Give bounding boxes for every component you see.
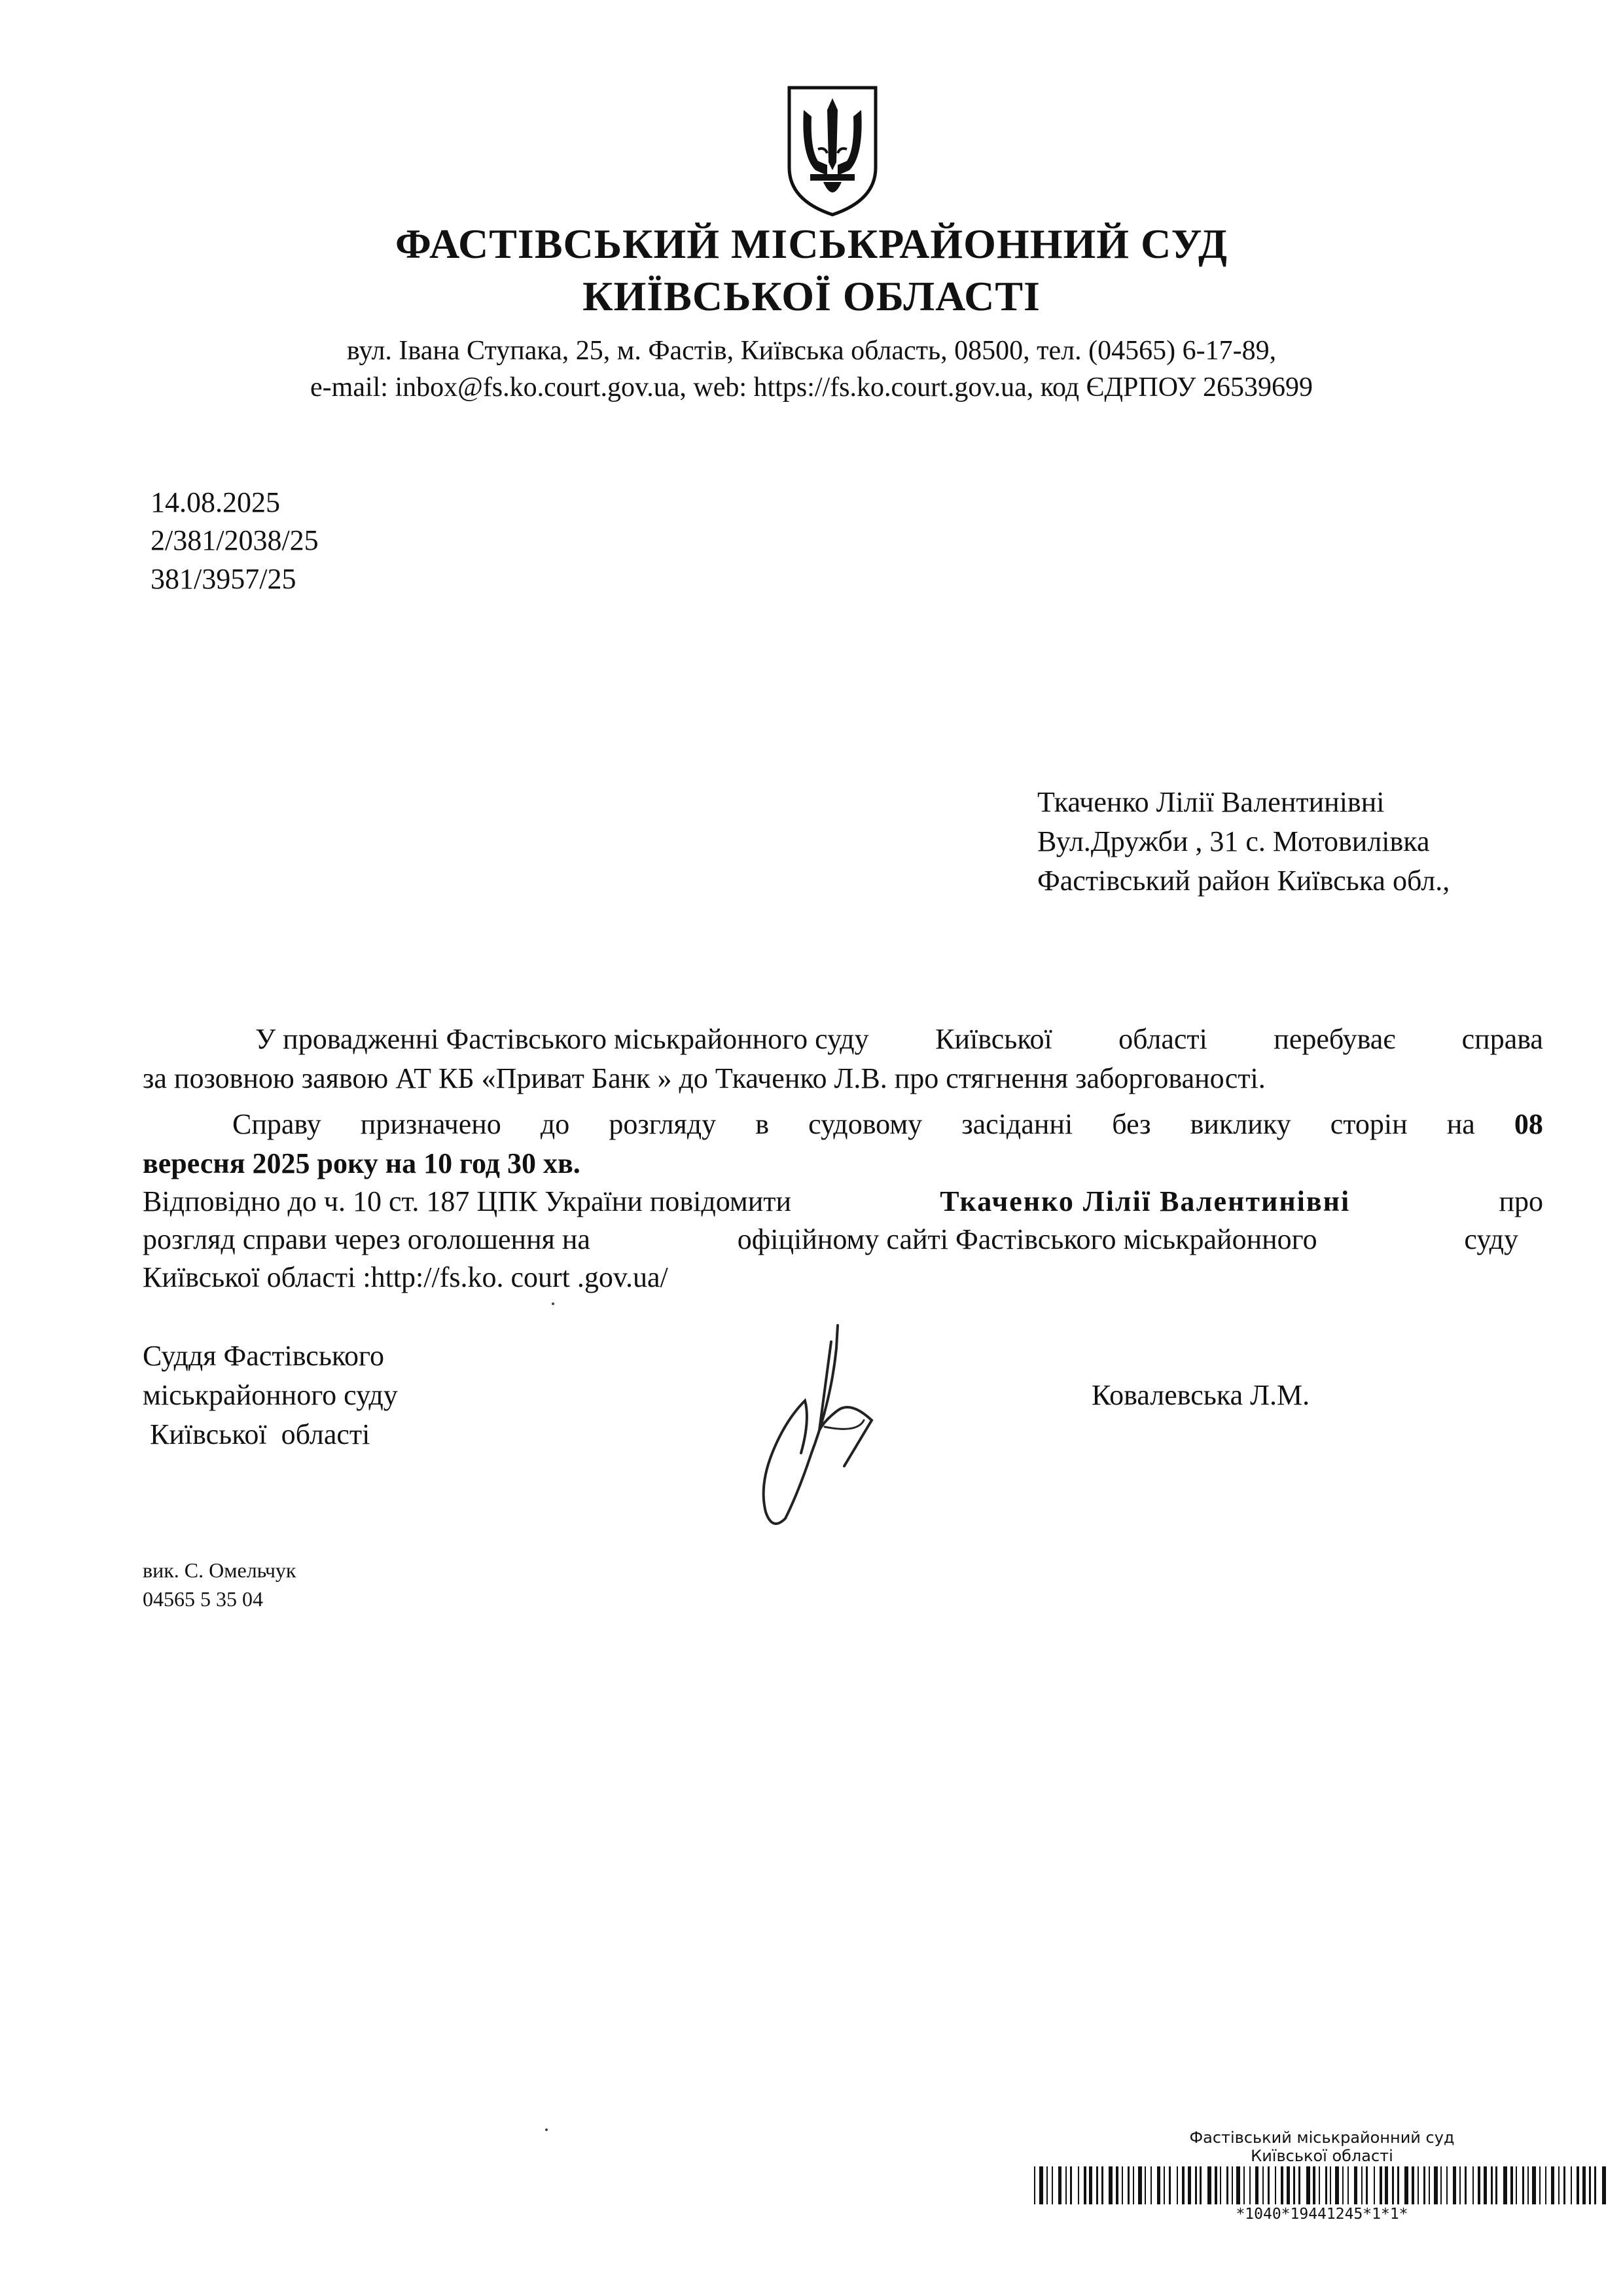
barcode-bar	[1195, 2166, 1197, 2204]
barcode-bar	[1232, 2166, 1233, 2204]
barcode-bar	[1096, 2166, 1098, 2204]
hearing-datetime: вересня 2025 року на 10 год 30 хв.	[143, 1147, 580, 1179]
barcode-bar	[1089, 2166, 1092, 2204]
word: призначено	[360, 1108, 501, 1140]
barcode-bar	[1577, 2166, 1579, 2204]
barcode-bar	[1465, 2166, 1467, 2204]
word: засіданні	[961, 1108, 1073, 1140]
word: судовому	[808, 1108, 923, 1140]
barcode-bar	[1354, 2166, 1357, 2204]
barcode-bar	[1392, 2166, 1394, 2204]
barcode-bar	[1434, 2166, 1438, 2204]
barcode-bar	[1380, 2166, 1382, 2204]
court-name-line1: ФАСТІВСЬКИЙ МІСЬКРАЙОННИЙ СУД	[395, 221, 1228, 267]
barcode-bar	[1034, 2166, 1035, 2204]
word: Справу	[232, 1108, 321, 1140]
barcode-bar	[1453, 2166, 1456, 2204]
barcode-bar	[1446, 2166, 1448, 2204]
barcode-bar	[1532, 2166, 1536, 2204]
barcode-bar	[1522, 2166, 1524, 2204]
barcode-bar	[1539, 2166, 1541, 2204]
barcode-bar	[1423, 2166, 1425, 2204]
word: на	[1446, 1108, 1475, 1140]
barcode-bar	[1133, 2166, 1134, 2204]
barcode-bar	[1582, 2166, 1586, 2204]
word: без	[1112, 1108, 1151, 1140]
barcode-bar	[1145, 2166, 1146, 2204]
stamp-line2: Київської області	[1251, 2147, 1393, 2165]
barcode-bar	[1589, 2166, 1591, 2204]
legal-basis: Відповідно до ч. 10 ст. 187 ЦПК України повідомити	[143, 1185, 792, 1217]
barcode-bar	[1440, 2166, 1442, 2204]
barcode-bar	[1046, 2166, 1048, 2204]
paragraph-3-line-3: Київської області :http://fs.ko. court .gov.ua/	[143, 1261, 668, 1293]
barcode-bar	[1298, 2166, 1300, 2204]
word: У провадженні Фастівського міськрайонного суду	[255, 1023, 869, 1055]
barcode-bar	[1236, 2166, 1240, 2204]
handwritten-signature-icon	[733, 1322, 883, 1538]
barcode-bar	[1157, 2166, 1160, 2204]
barcode-bar	[1429, 2166, 1430, 2204]
barcode-bar	[1215, 2166, 1217, 2204]
word: Київської	[935, 1023, 1052, 1055]
word: перебуває	[1274, 1023, 1396, 1055]
barcode-bar	[1200, 2166, 1202, 2204]
barcode-bar	[1385, 2166, 1388, 2204]
barcode-bar	[1128, 2166, 1130, 2204]
barcode-bar	[1366, 2166, 1368, 2204]
paragraph-1-line-1	[255, 1020, 1543, 1059]
barcode-bar	[1330, 2166, 1331, 2204]
barcode-bar	[1207, 2166, 1211, 2204]
executor-phone: 04565 5 35 04	[143, 1587, 263, 1611]
judge-position-line3: Київської області	[143, 1418, 370, 1450]
barcode-bar	[1342, 2166, 1344, 2204]
barcode-bar	[1243, 2166, 1245, 2204]
barcode-bar	[1335, 2166, 1339, 2204]
paragraph-2-line-1	[232, 1105, 1543, 1144]
barcode-bar	[1459, 2166, 1461, 2204]
outgoing-number: 381/3957/25	[151, 563, 296, 595]
addressee-name: Ткаченко Лілії Валентинівні	[1037, 786, 1385, 818]
barcode-icon	[1034, 2166, 1610, 2204]
barcode-bar	[1551, 2166, 1554, 2204]
barcode-bar	[1226, 2166, 1228, 2204]
barcode-bar	[1516, 2166, 1517, 2204]
barcode-bar	[1058, 2166, 1061, 2204]
barcode-bar	[1594, 2166, 1596, 2204]
barcode-bar	[1268, 2166, 1270, 2204]
barcode-bar	[1478, 2166, 1480, 2204]
barcode-bar	[1116, 2166, 1118, 2204]
barcode-bar	[1281, 2166, 1283, 2204]
barcode-bar	[1255, 2166, 1258, 2204]
barcode-bar	[1078, 2166, 1079, 2204]
document-date: 14.08.2025	[151, 486, 280, 518]
barcode-bar	[1287, 2166, 1290, 2204]
judge-name: Ковалевська Л.М.	[1092, 1379, 1310, 1411]
judge-position-line1: Суддя Фастівського	[143, 1340, 384, 1372]
barcode-bar	[1182, 2166, 1185, 2204]
barcode-bar	[1571, 2166, 1572, 2204]
barcode-bar	[1122, 2166, 1123, 2204]
barcode-bar	[1275, 2166, 1276, 2204]
word: в	[755, 1108, 770, 1140]
barcode-bar	[1150, 2166, 1152, 2204]
barcode-bar	[1558, 2166, 1560, 2204]
paragraph-1-line-2: за позовною заявою АТ КБ «Приват Банк » до Ткаченко Л.В. про стягнення заборгованості.	[143, 1062, 1266, 1094]
word: області	[1118, 1023, 1207, 1055]
barcode-bar	[1039, 2166, 1043, 2204]
barcode-bar	[1052, 2166, 1053, 2204]
barcode-bar	[1313, 2166, 1315, 2204]
word: сторін	[1330, 1108, 1408, 1140]
barcode-bar	[1412, 2166, 1414, 2204]
barcode-bar	[1503, 2166, 1507, 2204]
barcode-bar	[1495, 2166, 1497, 2204]
addressee-district: Фастівський район Київська обл.,	[1037, 865, 1450, 897]
barcode-bar	[1101, 2166, 1103, 2204]
barcode-bar	[1065, 2166, 1067, 2204]
barcode-bar	[1188, 2166, 1191, 2204]
judge-position-line2: міськрайонного суду	[143, 1379, 398, 1411]
barcode-bar	[1397, 2166, 1399, 2204]
executor-name: вик. С. Омельчук	[143, 1558, 296, 1582]
barcode-bar	[1472, 2166, 1474, 2204]
addressee-street: Вул.Дружби , 31 с. Мотовилівка	[1037, 825, 1430, 857]
word: розгляду	[609, 1108, 717, 1140]
barcode-bar	[1602, 2166, 1606, 2204]
barcode-number: *1040*19441245*1*1*	[1236, 2206, 1408, 2223]
word: про	[1499, 1185, 1543, 1217]
barcode-bar	[1545, 2166, 1546, 2204]
barcode-bar	[1306, 2166, 1310, 2204]
barcode-bar	[1491, 2166, 1493, 2204]
coat-of-arms-of-ukraine-icon	[784, 84, 881, 218]
hearing-day: 08	[1514, 1108, 1543, 1140]
barcode-bar	[1177, 2166, 1178, 2204]
barcode-bar	[1510, 2166, 1513, 2204]
barcode-bar	[1563, 2166, 1565, 2204]
barcode-bar	[1404, 2166, 1408, 2204]
barcode-bar	[1262, 2166, 1264, 2204]
barcode-bar	[1319, 2166, 1320, 2204]
barcode-bar	[1138, 2166, 1142, 2204]
barcode-bar	[1361, 2166, 1363, 2204]
word: до	[540, 1108, 570, 1140]
word: справа	[1461, 1023, 1543, 1055]
case-number: 2/381/2038/25	[151, 524, 319, 556]
barcode-bar	[1484, 2166, 1487, 2204]
barcode-bar	[1527, 2166, 1529, 2204]
court-address: вул. Івана Ступака, 25, м. Фастів, Київська область, 08500, тел. (04565) 6-17-89,	[346, 336, 1277, 366]
barcode-bar	[1169, 2166, 1171, 2204]
barcode-bar	[1164, 2166, 1165, 2204]
court-name-line2: КИЇВСЬКОЇ ОБЛАСТІ	[582, 273, 1041, 319]
barcode-bar	[1374, 2166, 1375, 2204]
stamp-line1: Фастівський міськрайонний суд	[1189, 2128, 1455, 2147]
paragraph-3-line-1	[143, 1182, 1543, 1221]
word-group: розгляд справи через оголошення на	[143, 1223, 590, 1255]
barcode-bar	[1070, 2166, 1072, 2204]
barcode-bar	[1084, 2166, 1086, 2204]
barcode-bar	[1220, 2166, 1221, 2204]
barcode-bar	[1325, 2166, 1327, 2204]
barcode-bar	[1293, 2166, 1295, 2204]
scan-speck	[545, 2128, 548, 2131]
word: виклику	[1190, 1108, 1291, 1140]
notified-person: Ткаченко Лілії Валентинівні	[940, 1185, 1351, 1217]
word-group: суду	[1464, 1223, 1518, 1255]
barcode-bar	[1418, 2166, 1419, 2204]
word-group: офіційному сайті Фастівського міськрайонного	[737, 1223, 1317, 1255]
barcode-bar	[1249, 2166, 1251, 2204]
paragraph-3-line-2	[143, 1220, 1518, 1259]
scan-speck	[552, 1302, 554, 1305]
barcode-bar	[1347, 2166, 1349, 2204]
barcode-bar	[1109, 2166, 1113, 2204]
court-contacts: e-mail: inbox@fs.ko.court.gov.ua, web: https://fs.ko.court.gov.ua, код ЄДРПОУ 26539699	[310, 372, 1313, 403]
